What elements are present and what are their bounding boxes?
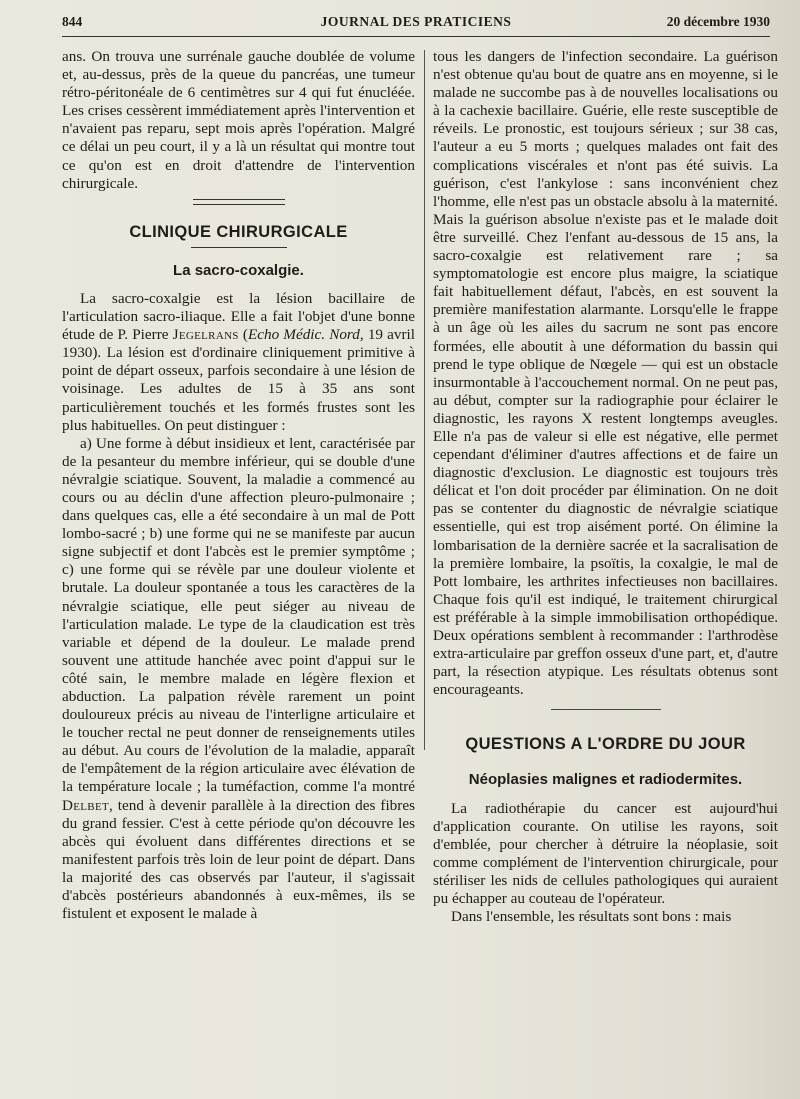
text-run: , tend à devenir parallèle à la direction des fibres du grand fessier. C'est à cette période qu'on découvre les abcès qui évoluent dans différentes directions et se manifestent parfois très loin de leur point de départ. Dans la majorité des cas observés par l'auteur, il s'agissait d'abcès postérieurs abandonnés à eux-mêmes, ils se fistulent et exposent le malade à xyxy=(62,796,415,923)
section-title-clinique: CLINIQUE CHIRURGICALE xyxy=(129,222,348,241)
article-subheading: Néoplasies malignes et radiodermites. xyxy=(468,771,743,789)
column-divider xyxy=(424,50,425,750)
section-underline xyxy=(191,247,287,248)
running-header xyxy=(62,14,770,36)
continued-paragraph: tous les dangers de l'infection secondaire. La guérison n'est obtenue qu'au bout de quatre ans en moyenne, si le malade ne succombe pas à de nouvelles localisations ou à la cachexie bacillaire. Guérie, elle reste susceptible de réveils. Le pronostic, est toujours sérieux ; sur 38 cas, l'auteur a eu 5 morts ; quelques malades ont fait des complications viscérales et n'ont pas été suivis. La guérison, c'est l'ankylose : sans inconvénient chez l'homme, elle n'est pas un obstacle absolu à la maternité. Mais la guérison absolue n'existe pas et le malade doit être surveillé. Chez l'enfant au-dessous de 15 ans, la sacro-coxalgie est relativement rare ; sa symptomatologie est encore plus maigre, la sciatique fait habituellement défaut, l'abcès, en est souvent la première manifestation alarmante. Lorsqu'elle le frappe à un âge où les ailes du sacrum ne sont pas encore formées, elle aboutit à une déformation du bassin qui prend le type oblique de Nœgele — qui est un obstacle insurmontable à l'accouchement normal. On ne peut pas, au début, compter sur la radiographie pour éclairer le diagnostic, les rayons X restent longtemps aveugles. Elle n'a pas de valeur si elle est négative, elle permet cependant d'éliminer d'autres affections et de faire un diagnostic d'exclusion. Le diagnostic est toujours très délicat et l'on doit procéder par élimination. On ne doit pas se contenter du diagnostic de névralgie sciatique essentielle, qui est trop aisément porté. On élimine la lombarisation de la dernière sacrée et la sacralisation de la première lombaire, la psoïtis, la coxalgie, le mal de Pott lombaire, les arthrites infectieuses non bacillaires. Chaque fois qu'il est indiqué, le traitement chirurgical est préférable à la simple immobilisation orthopédique. Deux opérations semblent à recommander : l'arthrodèse extra-articulaire par greffon osseux d'une part, et, d'autre part, la résection atypique. Les résultats obtenus sont encourageants. xyxy=(433,48,778,699)
author-name: Delbet xyxy=(62,796,109,814)
text-run: ( xyxy=(238,326,248,344)
issue-date: 20 décembre 1930 xyxy=(666,14,770,29)
article-paragraph-2 xyxy=(62,435,415,924)
article-paragraph-2: Dans l'ensemble, les résultats sont bons : mais xyxy=(451,908,732,926)
author-name: Jegelrans xyxy=(172,326,239,344)
left-column xyxy=(62,48,415,923)
page-number: 844 xyxy=(62,14,83,29)
text-run: 19 avril 1930). La lésion est d'ordinaire cliniquement primitive à point de départ osseux, parfois secondaire à une lésion de voisinage. Les adultes de 15 à 35 ans sont particulièrement touchés et les formés frustes sont les plus habituelles. On peut distinguer : xyxy=(62,326,415,434)
article-separator xyxy=(551,709,661,713)
source-citation: Echo Médic. Nord, xyxy=(247,326,364,344)
article-separator xyxy=(193,199,285,205)
journal-title: JOURNAL DES PRATICIENS xyxy=(320,14,512,29)
header-rule xyxy=(62,36,770,37)
article-subheading: La sacro-coxalgie. xyxy=(173,261,304,279)
text-run: La sacro-coxalgie est la lésion bacillaire de l'articulation sacro-iliaque. Elle a fait l'objet d'une bonne étude de P. Pierre xyxy=(62,289,415,344)
article-paragraph-1 xyxy=(62,290,415,435)
intro-paragraph: ans. On trouva une surrénale gauche doublée de volume et, au-dessus, près de la queue du pancréas, une tumeur rétro-péritonéale de 6 centimètres sur 4 qui fut énucléée. Les crises cessèrent immédiatement après l'intervention et n'avaient pas reparu, sept mois après l'opération. Malgré ce délai un peu court, il y a là un résultat qui montre tout ce qu'on est en droit d'attendre de l'intervention chirurgicale. xyxy=(62,48,415,192)
article-paragraph-1: La radiothérapie du cancer est aujourd'hui d'application courante. On utilise les rayons, soit d'emblée, pour chercher à détruire la néoplasie, soit comme complément de l'intervention chirurgicale, pour stériliser les nids de cellules pathologiques qui auraient pu échapper au couteau de l'opérateur. xyxy=(433,799,778,908)
section-title-questions: QUESTIONS A L'ORDRE DU JOUR xyxy=(465,735,746,754)
right-column xyxy=(433,48,778,926)
text-run: a) Une forme à début insidieux et lent, caractérisée par de la pesanteur du membre inférieur, qui se double d'une névralgie sciatique. Souvent, la maladie a commencé au cours ou au déclin d'une affection pleuro-pulmonaire ; dans quelques cas, elle a été secondaire à un mal de Pott lombo-sacré ; b) une forme qui ne se manifeste par aucun signe subjectif et dont l'abcès est le premier symptôme ; c) une forme qui se révèle par une douleur violente et brutale. La douleur spontanée a tous les caractères de la névralgie sciatique, elle peut siéger au niveau de l'articulation malade. Le type de la claudication est très variable et dépend de la douleur. Le malade prend souvent une attitude hanchée avec point d'appui sur le côté sain, le membre malade en légère flexion et abduction. La palpation révèle rarement un point douloureux précis au niveau de l'interligne articulaire et le toucher rectal ne peut donner de renseignements utiles au début. Au cours de l'évolution de la maladie, apparaît de l'empâtement de la région articulaire avec élévation de la température locale ; la tuméfaction, comme l'a montré xyxy=(62,434,415,796)
